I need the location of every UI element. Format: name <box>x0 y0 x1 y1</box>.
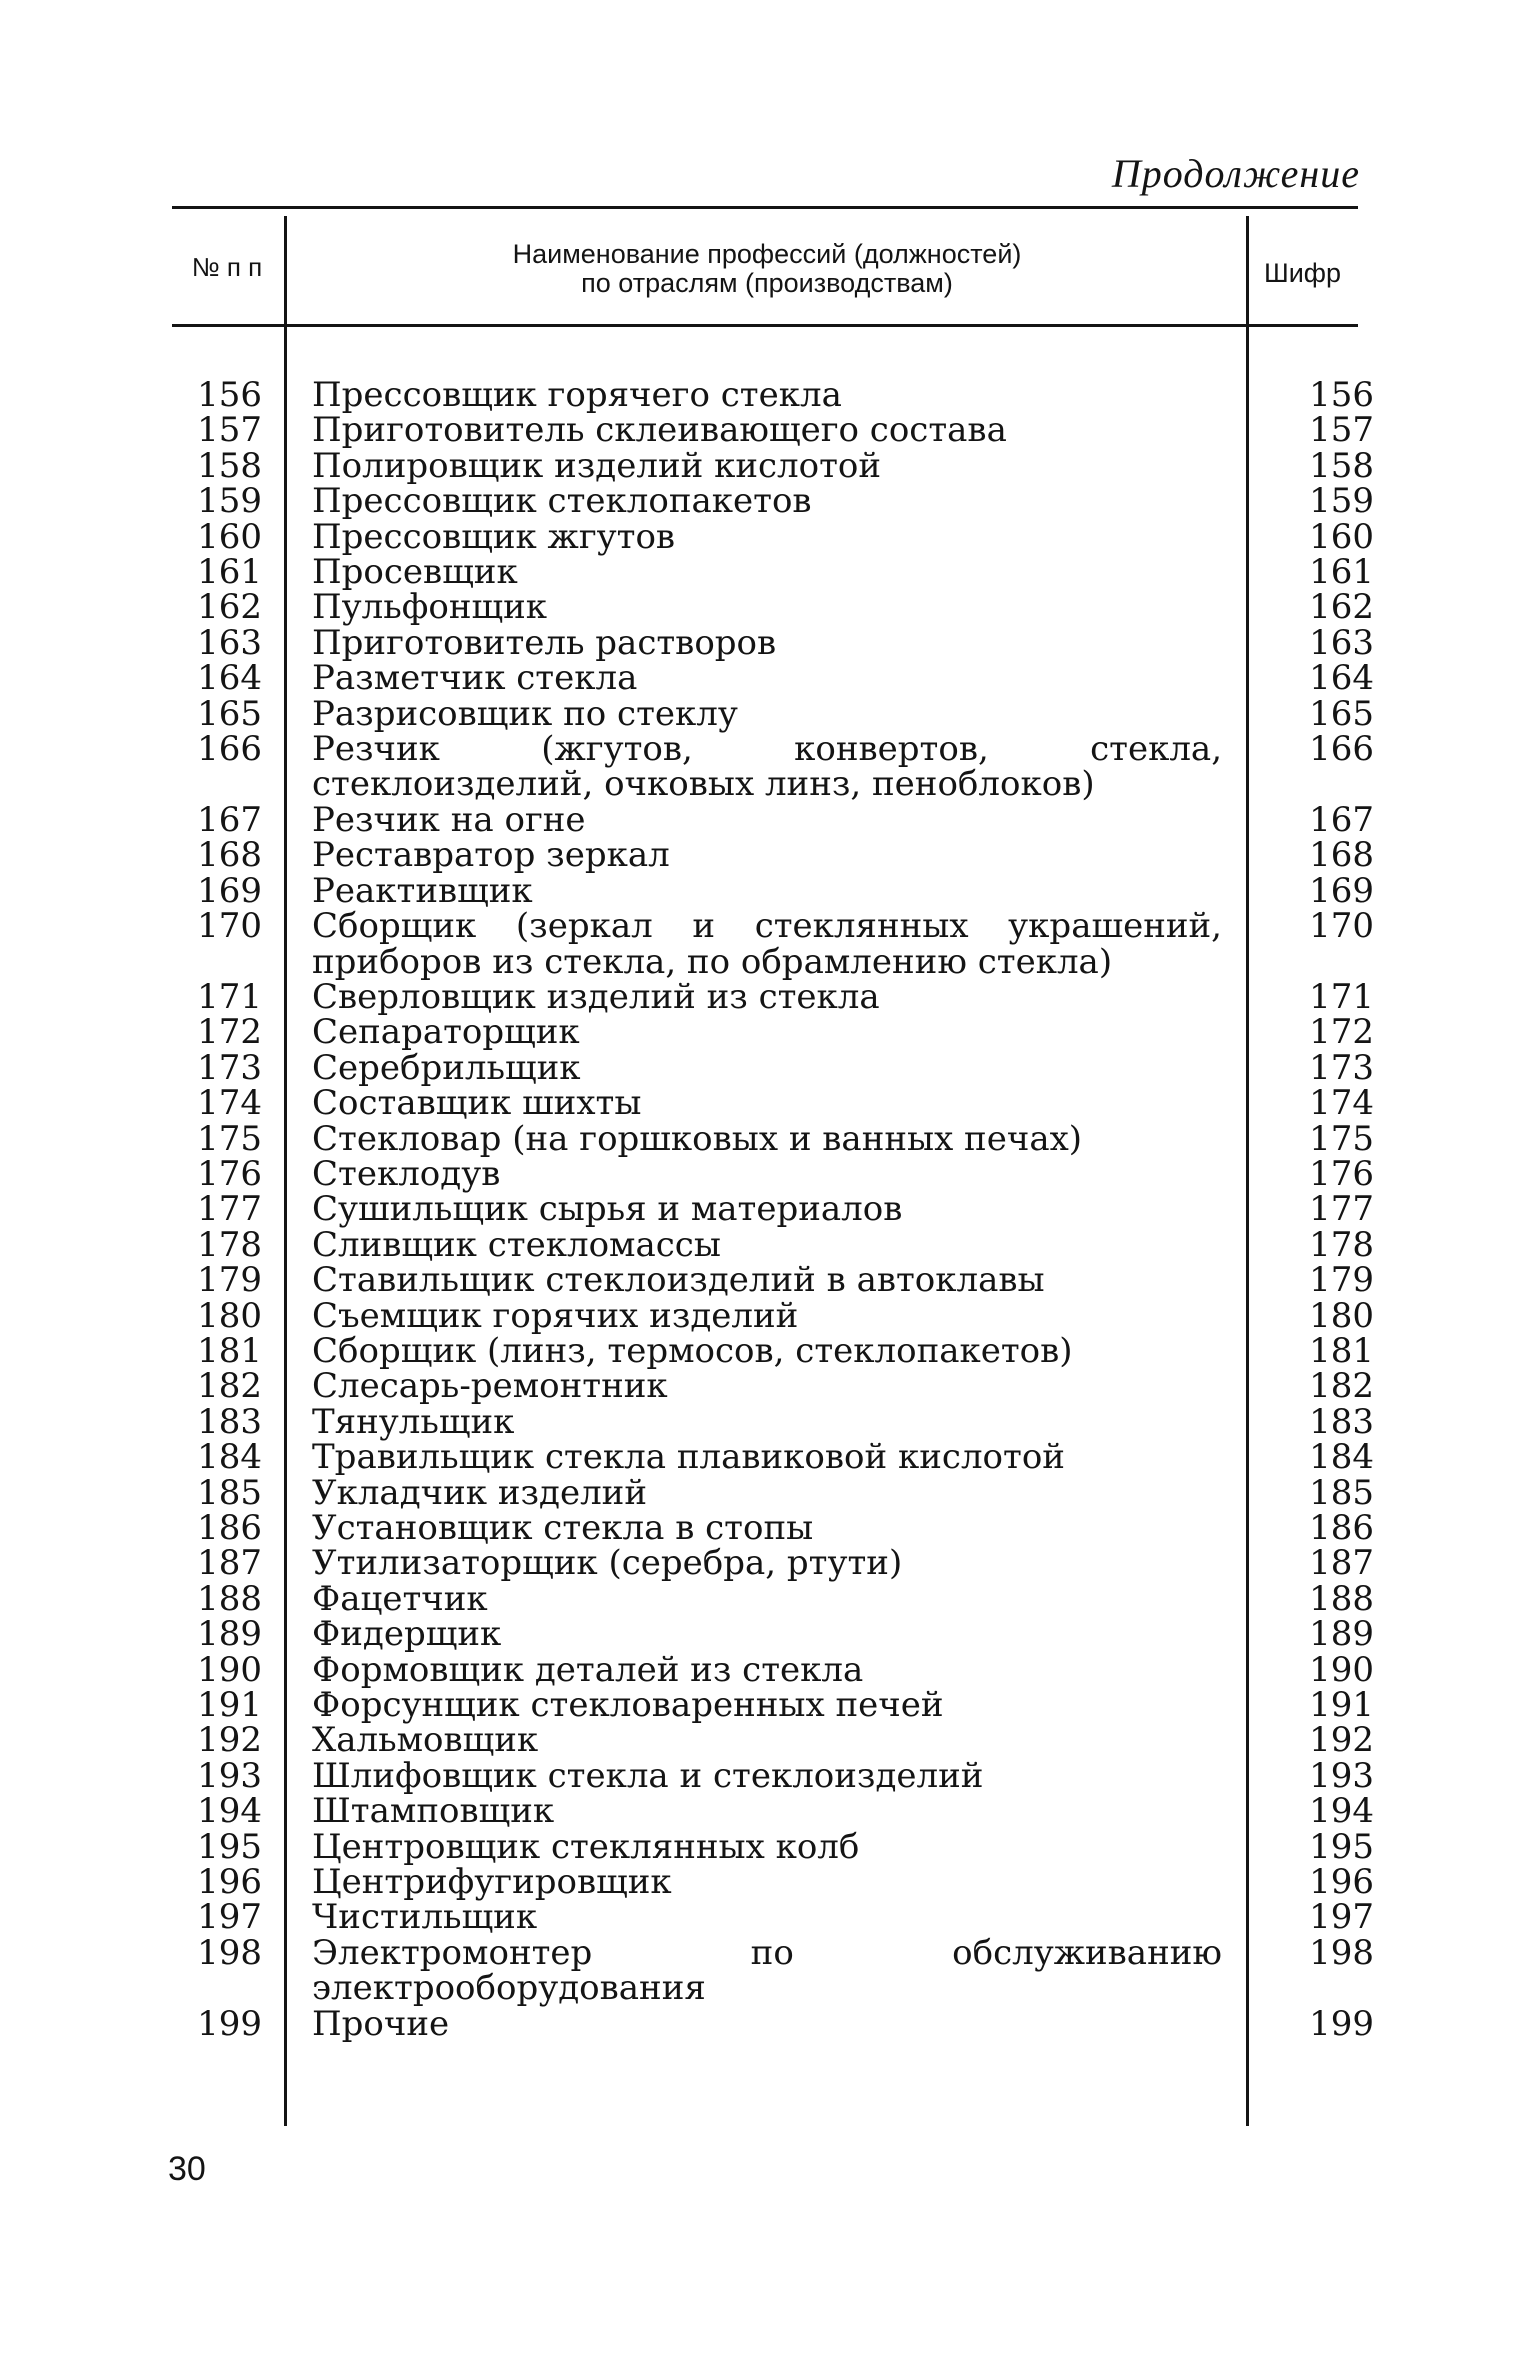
table-row <box>0 1508 1535 1548</box>
profession-name: Прессовщик горячего стекла <box>312 375 842 415</box>
page-number: 30 <box>168 2150 206 2188</box>
profession-name: Сверловщик изделий из стекла <box>312 976 880 1017</box>
row-number: 192 <box>197 1720 262 1761</box>
table-row <box>0 976 1535 1017</box>
profession-name: Ставильщик стеклоизделий в автоклавы <box>312 1260 1045 1301</box>
row-number: 158 <box>197 445 262 486</box>
table-row <box>0 445 1535 486</box>
table-row <box>0 835 1535 876</box>
row-number: 169 <box>197 870 262 911</box>
column-header-name-line1: Наименование профессий (должностей) <box>512 239 1022 269</box>
row-number: 161 <box>197 552 262 593</box>
profession-name: Прессовщик жгутов <box>312 516 676 557</box>
profession-code: 188 <box>1309 1578 1374 1619</box>
profession-code: 182 <box>1309 1366 1374 1407</box>
row-number: 165 <box>197 693 262 734</box>
profession-name: Прочие <box>312 2003 450 2044</box>
profession-code: 176 <box>1309 1153 1374 1194</box>
table-row <box>0 1330 1535 1371</box>
profession-code: 199 <box>1309 2003 1374 2044</box>
profession-code: 180 <box>1309 1295 1374 1336</box>
profession-code: 184 <box>1309 1437 1374 1478</box>
table-row <box>0 552 1535 593</box>
profession-name: Укладчик изделий <box>312 1472 648 1513</box>
profession-name: Электромонтер по обслуживанию электрооборудования <box>312 1932 1222 2009</box>
row-number: 167 <box>197 799 262 840</box>
table-row <box>0 2003 1535 2044</box>
table-row <box>0 1649 1535 1690</box>
row-number: 172 <box>197 1012 262 1053</box>
profession-code: 162 <box>1309 587 1374 628</box>
profession-name: Реактивщик <box>312 870 533 911</box>
profession-name: Хальмовщик <box>312 1720 539 1761</box>
table-row <box>0 1543 1535 1584</box>
table-row <box>0 622 1535 663</box>
profession-name: Резчик на огне <box>312 799 586 840</box>
row-number: 168 <box>197 835 262 876</box>
profession-name: Фидерщик <box>312 1614 502 1655</box>
profession-code: 169 <box>1309 870 1374 911</box>
profession-code: 193 <box>1309 1755 1374 1796</box>
row-number: 157 <box>197 410 262 451</box>
table-row <box>0 375 1535 415</box>
row-number: 156 <box>197 375 262 415</box>
table-row <box>0 481 1535 522</box>
row-number: 164 <box>197 658 262 699</box>
table-row <box>0 1153 1535 1194</box>
column-header-number: № п п <box>191 252 263 282</box>
profession-name: Прессовщик стеклопакетов <box>312 481 812 522</box>
table-row <box>0 1012 1535 1053</box>
profession-name: Сборщик (линз, термосов, стеклопакетов) <box>312 1330 1073 1371</box>
profession-name: Штамповщик <box>312 1791 555 1832</box>
profession-code: 160 <box>1309 516 1374 557</box>
profession-name: Разметчик стекла <box>312 658 638 699</box>
table-row <box>0 1614 1535 1655</box>
profession-code: 192 <box>1309 1720 1374 1761</box>
table-row <box>0 587 1535 628</box>
profession-name: Форсунщик стекловаренных печей <box>312 1685 944 1726</box>
table-row <box>0 799 1535 840</box>
row-number: 188 <box>197 1578 262 1619</box>
profession-name: Чистильщик <box>312 1897 538 1938</box>
profession-name: Шлифовщик стекла и стеклоизделий <box>312 1755 984 1796</box>
profession-code: 194 <box>1309 1791 1374 1832</box>
profession-name: Стеклодув <box>312 1153 501 1194</box>
profession-name: Формовщик деталей из стекла <box>312 1649 864 1690</box>
row-number: 173 <box>197 1047 262 1088</box>
row-number: 184 <box>197 1437 262 1478</box>
profession-code: 173 <box>1309 1047 1374 1088</box>
profession-code: 165 <box>1309 693 1374 734</box>
table-top-rule <box>172 206 1358 209</box>
row-number: 190 <box>197 1649 262 1690</box>
row-number: 176 <box>197 1153 262 1194</box>
profession-name: Центрифугировщик <box>312 1862 672 1903</box>
profession-code: 163 <box>1309 622 1374 663</box>
table-row <box>0 729 1535 805</box>
row-number: 175 <box>197 1118 262 1159</box>
profession-name: Фацетчик <box>312 1578 488 1619</box>
row-number: 187 <box>197 1543 262 1584</box>
profession-name: Сепараторщик <box>312 1012 580 1053</box>
profession-code: 185 <box>1309 1472 1374 1513</box>
table-row <box>0 1401 1535 1442</box>
profession-code: 168 <box>1309 835 1374 876</box>
table-row <box>0 1260 1535 1301</box>
table-row <box>0 693 1535 734</box>
profession-code: 190 <box>1309 1649 1374 1690</box>
table-row <box>0 1897 1535 1938</box>
table-row <box>0 1047 1535 1088</box>
profession-code: 175 <box>1309 1118 1374 1159</box>
table-row <box>0 1189 1535 1230</box>
table-row <box>0 1685 1535 1726</box>
table-row <box>0 906 1535 982</box>
row-number: 186 <box>197 1508 262 1548</box>
table-row <box>0 1366 1535 1407</box>
table-row <box>0 658 1535 699</box>
profession-code: 195 <box>1309 1826 1374 1867</box>
column-header-name <box>292 240 1242 298</box>
profession-code: 177 <box>1309 1189 1374 1230</box>
profession-name: Просевщик <box>312 552 518 593</box>
profession-name: Серебрильщик <box>312 1047 581 1088</box>
table-row <box>0 1720 1535 1761</box>
profession-name: Реставратор зеркал <box>312 835 670 876</box>
column-header-code: Шифр <box>1263 258 1342 288</box>
row-number: 166 <box>197 729 262 770</box>
profession-code: 179 <box>1309 1260 1374 1301</box>
table-row <box>0 1755 1535 1796</box>
profession-name: Центровщик стеклянных колб <box>312 1826 860 1867</box>
table-row <box>0 1472 1535 1513</box>
profession-code: 183 <box>1309 1401 1374 1442</box>
row-number: 181 <box>197 1330 262 1371</box>
profession-name: Сборщик (зеркал и стеклянных украшений, приборов из стекла, по обрамлению стекла) <box>312 906 1222 982</box>
profession-code: 172 <box>1309 1012 1374 1053</box>
row-number: 198 <box>197 1932 262 1973</box>
row-number: 191 <box>197 1685 262 1726</box>
profession-code: 178 <box>1309 1224 1374 1265</box>
profession-name: Слесарь-ремонтник <box>312 1366 668 1407</box>
profession-code: 156 <box>1309 375 1374 415</box>
table-row <box>0 410 1535 451</box>
profession-code: 166 <box>1309 729 1374 770</box>
profession-name: Травильщик стекла плавиковой кислотой <box>312 1437 1065 1478</box>
profession-name: Сливщик стекломассы <box>312 1224 721 1265</box>
profession-code: 157 <box>1309 410 1374 451</box>
table-row <box>0 1932 1535 2009</box>
table-row <box>0 516 1535 557</box>
row-number: 174 <box>197 1083 262 1124</box>
row-number: 171 <box>197 976 262 1017</box>
profession-code: 159 <box>1309 481 1374 522</box>
header-bottom-rule <box>172 324 1358 327</box>
profession-name: Утилизаторщик (серебра, ртути) <box>312 1543 903 1584</box>
row-number: 159 <box>197 481 262 522</box>
row-number: 185 <box>197 1472 262 1513</box>
row-number: 193 <box>197 1755 262 1796</box>
profession-table-body <box>0 375 1535 2044</box>
table-row <box>0 1295 1535 1336</box>
profession-code: 181 <box>1309 1330 1374 1371</box>
table-row <box>0 1862 1535 1903</box>
profession-code: 198 <box>1309 1932 1374 1973</box>
row-number: 199 <box>197 2003 262 2044</box>
profession-code: 170 <box>1309 906 1374 947</box>
profession-name: Приготовитель растворов <box>312 622 777 663</box>
profession-code: 158 <box>1309 445 1374 486</box>
profession-code: 196 <box>1309 1862 1374 1903</box>
profession-code: 164 <box>1309 658 1374 699</box>
row-number: 182 <box>197 1366 262 1407</box>
profession-name: Резчик (жгутов, конвертов, стекла, стеклоизделий, очковых линз, пеноблоков) <box>312 729 1222 805</box>
row-number: 179 <box>197 1260 262 1301</box>
table-row <box>0 1083 1535 1124</box>
table-row <box>0 1118 1535 1159</box>
profession-code: 189 <box>1309 1614 1374 1655</box>
row-number: 162 <box>197 587 262 628</box>
profession-code: 191 <box>1309 1685 1374 1726</box>
table-row <box>0 1437 1535 1478</box>
profession-code: 167 <box>1309 799 1374 840</box>
profession-code: 171 <box>1309 976 1374 1017</box>
row-number: 177 <box>197 1189 262 1230</box>
column-header-name-line2: по отраслям (производствам) <box>581 268 953 298</box>
table-row <box>0 1578 1535 1619</box>
row-number: 183 <box>197 1401 262 1442</box>
table-row <box>0 1826 1535 1867</box>
row-number: 195 <box>197 1826 262 1867</box>
table-row <box>0 1224 1535 1265</box>
profession-code: 174 <box>1309 1083 1374 1124</box>
profession-name: Разрисовщик по стеклу <box>312 693 738 734</box>
profession-name: Съемщик горячих изделий <box>312 1295 799 1336</box>
table-row <box>0 870 1535 911</box>
profession-code: 161 <box>1309 552 1374 593</box>
profession-code: 186 <box>1309 1508 1374 1548</box>
profession-code: 197 <box>1309 1897 1374 1938</box>
profession-name: Сушильщик сырья и материалов <box>312 1189 903 1230</box>
profession-name: Тянульщик <box>312 1401 515 1442</box>
row-number: 170 <box>197 906 262 947</box>
row-number: 197 <box>197 1897 262 1938</box>
profession-name: Установщик стекла в стопы <box>312 1508 814 1548</box>
row-number: 196 <box>197 1862 262 1903</box>
row-number: 160 <box>197 516 262 557</box>
row-number: 180 <box>197 1295 262 1336</box>
profession-code: 187 <box>1309 1543 1374 1584</box>
table-row <box>0 1791 1535 1832</box>
continued-label: Продолжение <box>1111 151 1360 196</box>
row-number: 189 <box>197 1614 262 1655</box>
row-number: 178 <box>197 1224 262 1265</box>
profession-name: Составщик шихты <box>312 1083 642 1124</box>
row-number: 194 <box>197 1791 262 1832</box>
profession-name: Приготовитель склеивающего состава <box>312 410 1007 451</box>
row-number: 163 <box>197 622 262 663</box>
profession-name: Стекловар (на горшковых и ванных печах) <box>312 1118 1083 1159</box>
profession-name: Полировщик изделий кислотой <box>312 445 882 486</box>
profession-name: Пульфонщик <box>312 587 548 628</box>
